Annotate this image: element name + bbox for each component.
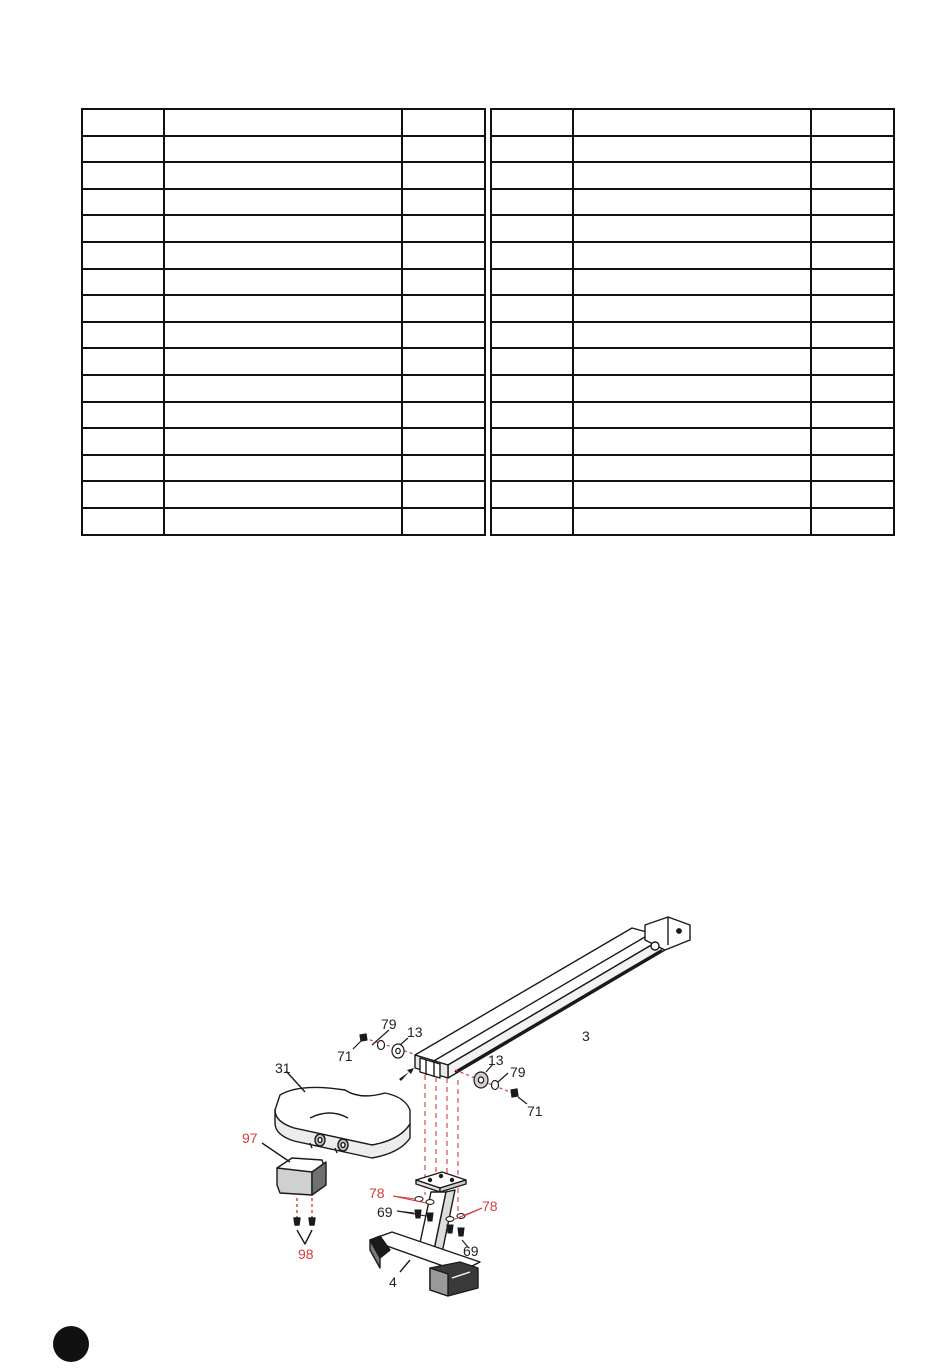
callout-washer-left: 79 xyxy=(381,1016,397,1032)
callout-roller-left: 13 xyxy=(407,1024,423,1040)
callout-seat: 31 xyxy=(275,1060,291,1076)
callout-bolt-left: 71 xyxy=(337,1048,353,1064)
seat-part xyxy=(275,1071,410,1158)
callout-roller-right: 13 xyxy=(488,1052,504,1068)
callout-washers-base-left: 78 xyxy=(369,1185,385,1201)
callout-base-frame: 4 xyxy=(389,1274,397,1290)
seat-cushion-part xyxy=(262,1143,326,1244)
page-number-badge xyxy=(53,1326,89,1362)
insert-arrow-icon xyxy=(399,1068,414,1081)
callout-bolts-base-left: 69 xyxy=(377,1204,393,1220)
callout-cushion-screws: 98 xyxy=(298,1246,314,1262)
callout-washers-base-right: 78 xyxy=(482,1198,498,1214)
left-hardware-group xyxy=(353,1030,414,1058)
callout-seat-cushion: 97 xyxy=(242,1130,258,1146)
callout-bolts-base-right: 69 xyxy=(463,1243,479,1259)
callout-rail: 3 xyxy=(582,1028,590,1044)
callout-washer-right: 79 xyxy=(510,1064,526,1080)
callout-bolt-right: 71 xyxy=(527,1103,543,1119)
rail-part xyxy=(415,917,690,1078)
